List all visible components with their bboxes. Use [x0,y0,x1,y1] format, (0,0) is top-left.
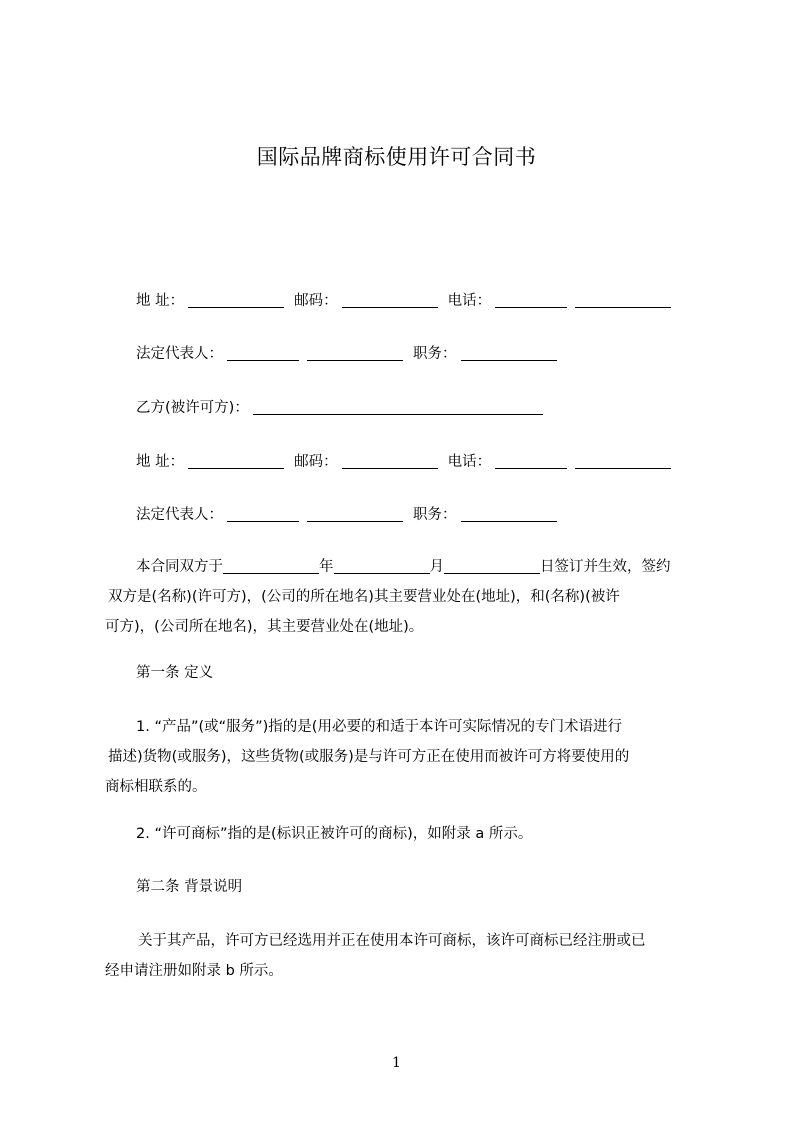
item-1-line-1: 1. “产品”(或“服务”)指的是(用必要的和适于本许可实际情况的专门术语进行 [136,719,622,735]
intro-suffix: 日签订并生效，签约 [540,559,671,575]
phone-blank [495,452,567,469]
article-2-line-1: 关于其产品，许可方已经选用并正在使用本许可商标，该许可商标已经注册或已 [138,933,646,949]
postcode-blank [342,452,438,469]
party-b-address-line [136,450,675,474]
phone-blank-2 [575,452,671,469]
party-b-blank [253,398,543,415]
intro-paragraph [105,552,715,642]
party-a-address-line [136,289,675,313]
page-number: 1 [392,1055,401,1071]
party-b-legal-rep-line [136,503,561,527]
item-1-line-2: 描述)货物(或服务)，这些货物(或服务)是与许可方正在使用而被许可方将要使用的 [108,749,630,765]
date-blank [223,557,319,574]
intro-year: 年 [319,559,334,575]
phone-label: 电话： [447,454,492,470]
document-title: 国际品牌商标使用许可合同书 [256,145,537,169]
position-blank [461,505,557,522]
postcode-blank [342,291,438,308]
legal-rep-blank [227,505,299,522]
article-1-item-2: 2. “许可商标”指的是(标识正被许可的商标)，如附录 a 所示。 [136,826,533,842]
article-1-item-1 [105,712,715,802]
party-a-legal-rep-line [136,342,561,366]
intro-month: 月 [429,559,444,575]
postcode-label: 邮码： [294,293,338,309]
legal-rep-label: 法定代表人： [136,346,223,362]
year-blank [334,557,430,574]
intro-line-2: 双方是(名称)(许可方)，(公司的所在地名)其主要营业处在(地址)，和(名称)(被许 [108,589,620,605]
legal-rep-blank [227,344,299,361]
intro-line-3: 可方)，(公司所在地名)，其主要营业处在(地址)。 [105,619,424,635]
legal-rep-blank-2 [307,344,403,361]
postcode-label: 邮码： [294,454,338,470]
phone-blank [495,291,567,308]
position-blank [461,344,557,361]
address-label: 地 址： [136,454,185,470]
legal-rep-blank-2 [307,505,403,522]
party-b-name-line [136,396,547,420]
legal-rep-label: 法定代表人： [136,507,223,523]
position-label: 职务： [413,346,457,362]
item-1-line-3: 商标相联系的。 [105,779,207,795]
article-2-heading: 第二条 背景说明 [136,879,243,895]
address-blank [188,452,284,469]
phone-blank-2 [575,291,671,308]
intro-prefix: 本合同双方于 [136,559,223,575]
position-label: 职务： [413,507,457,523]
phone-label: 电话： [447,293,492,309]
month-blank [444,557,540,574]
article-2-paragraph [105,926,715,986]
address-blank [188,291,284,308]
party-b-label: 乙方(被许可方)： [136,400,249,416]
address-label: 地 址： [136,293,185,309]
article-1-heading: 第一条 定义 [136,665,214,681]
article-2-line-2: 经申请注册如附录 b 所示。 [105,963,283,979]
